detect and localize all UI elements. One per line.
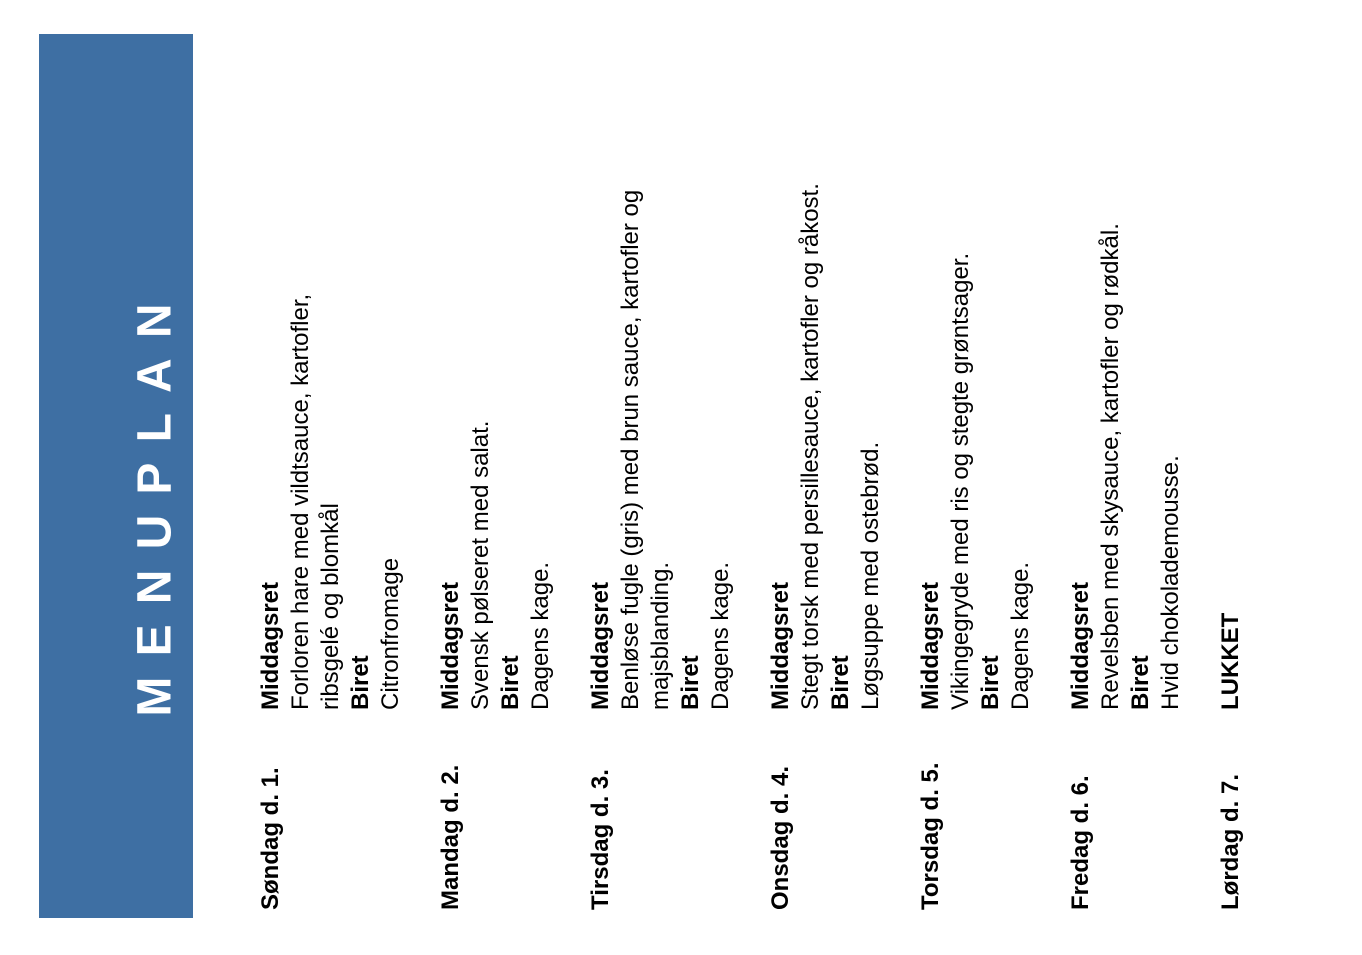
dessert-text: Dagens kage. [1007, 561, 1034, 710]
menu-tuesday [586, 190, 736, 710]
dessert-heading: Biret [977, 655, 1004, 710]
dessert-text: Hvid chokolademousse. [1157, 455, 1184, 710]
main-course-heading: Middagsret [437, 581, 464, 710]
main-course-heading: Middagsret [917, 581, 944, 710]
dessert-text: Løgsuppe med ostebrød. [857, 441, 884, 710]
dessert-heading: Biret [1127, 655, 1154, 710]
dessert-text: Citronfromage [377, 557, 404, 710]
page-title: MENUPLAN [128, 283, 182, 717]
day-label-saturday: Lørdag d. 7. [1217, 773, 1244, 910]
dessert-heading: Biret [347, 655, 374, 710]
main-course-line: Revelsben med skysauce, kartofler og rødkål. [1097, 223, 1124, 710]
closed-label: LUKKET [1217, 612, 1244, 710]
title-banner [39, 34, 193, 918]
menu-friday [1066, 223, 1186, 710]
dessert-text: Dagens kage. [527, 561, 554, 710]
main-course-heading: Middagsret [1067, 581, 1094, 710]
main-course-line: Forloren hare med vildtsauce, kartofler, [287, 293, 314, 710]
main-course-line: Benløse fugle (gris) med brun sauce, kartofler og [617, 189, 644, 710]
day-label-sunday: Søndag d. 1. [257, 767, 284, 910]
day-label-friday: Fredag d. 6. [1067, 775, 1094, 910]
day-label-wednesday: Onsdag d. 4. [767, 765, 794, 910]
menu-monday [436, 421, 556, 710]
main-course-heading: Middagsret [767, 581, 794, 710]
day-label-monday: Mandag d. 2. [437, 764, 464, 910]
dessert-heading: Biret [827, 655, 854, 710]
main-course-line: Svensk pølseret med salat. [467, 420, 494, 710]
menu-wednesday [766, 183, 886, 710]
main-course-line: majsblanding. [647, 561, 674, 710]
day-label-tuesday: Tirsdag d. 3. [587, 769, 614, 910]
day-label-thursday: Torsdag d. 5. [917, 762, 944, 910]
main-course-heading: Middagsret [257, 581, 284, 710]
dessert-text: Dagens kage. [707, 561, 734, 710]
dessert-heading: Biret [497, 655, 524, 710]
menu-sunday [256, 294, 406, 710]
main-course-heading: Middagsret [587, 581, 614, 710]
dessert-heading: Biret [677, 655, 704, 710]
menu-thursday [916, 253, 1036, 710]
main-course-line: ribsgelé og blomkål [317, 503, 344, 710]
main-course-line: Vikingegryde med ris og stegte grøntsager. [947, 252, 974, 710]
main-course-line: Stegt torsk med persillesauce, kartofler og råkost. [797, 183, 824, 710]
